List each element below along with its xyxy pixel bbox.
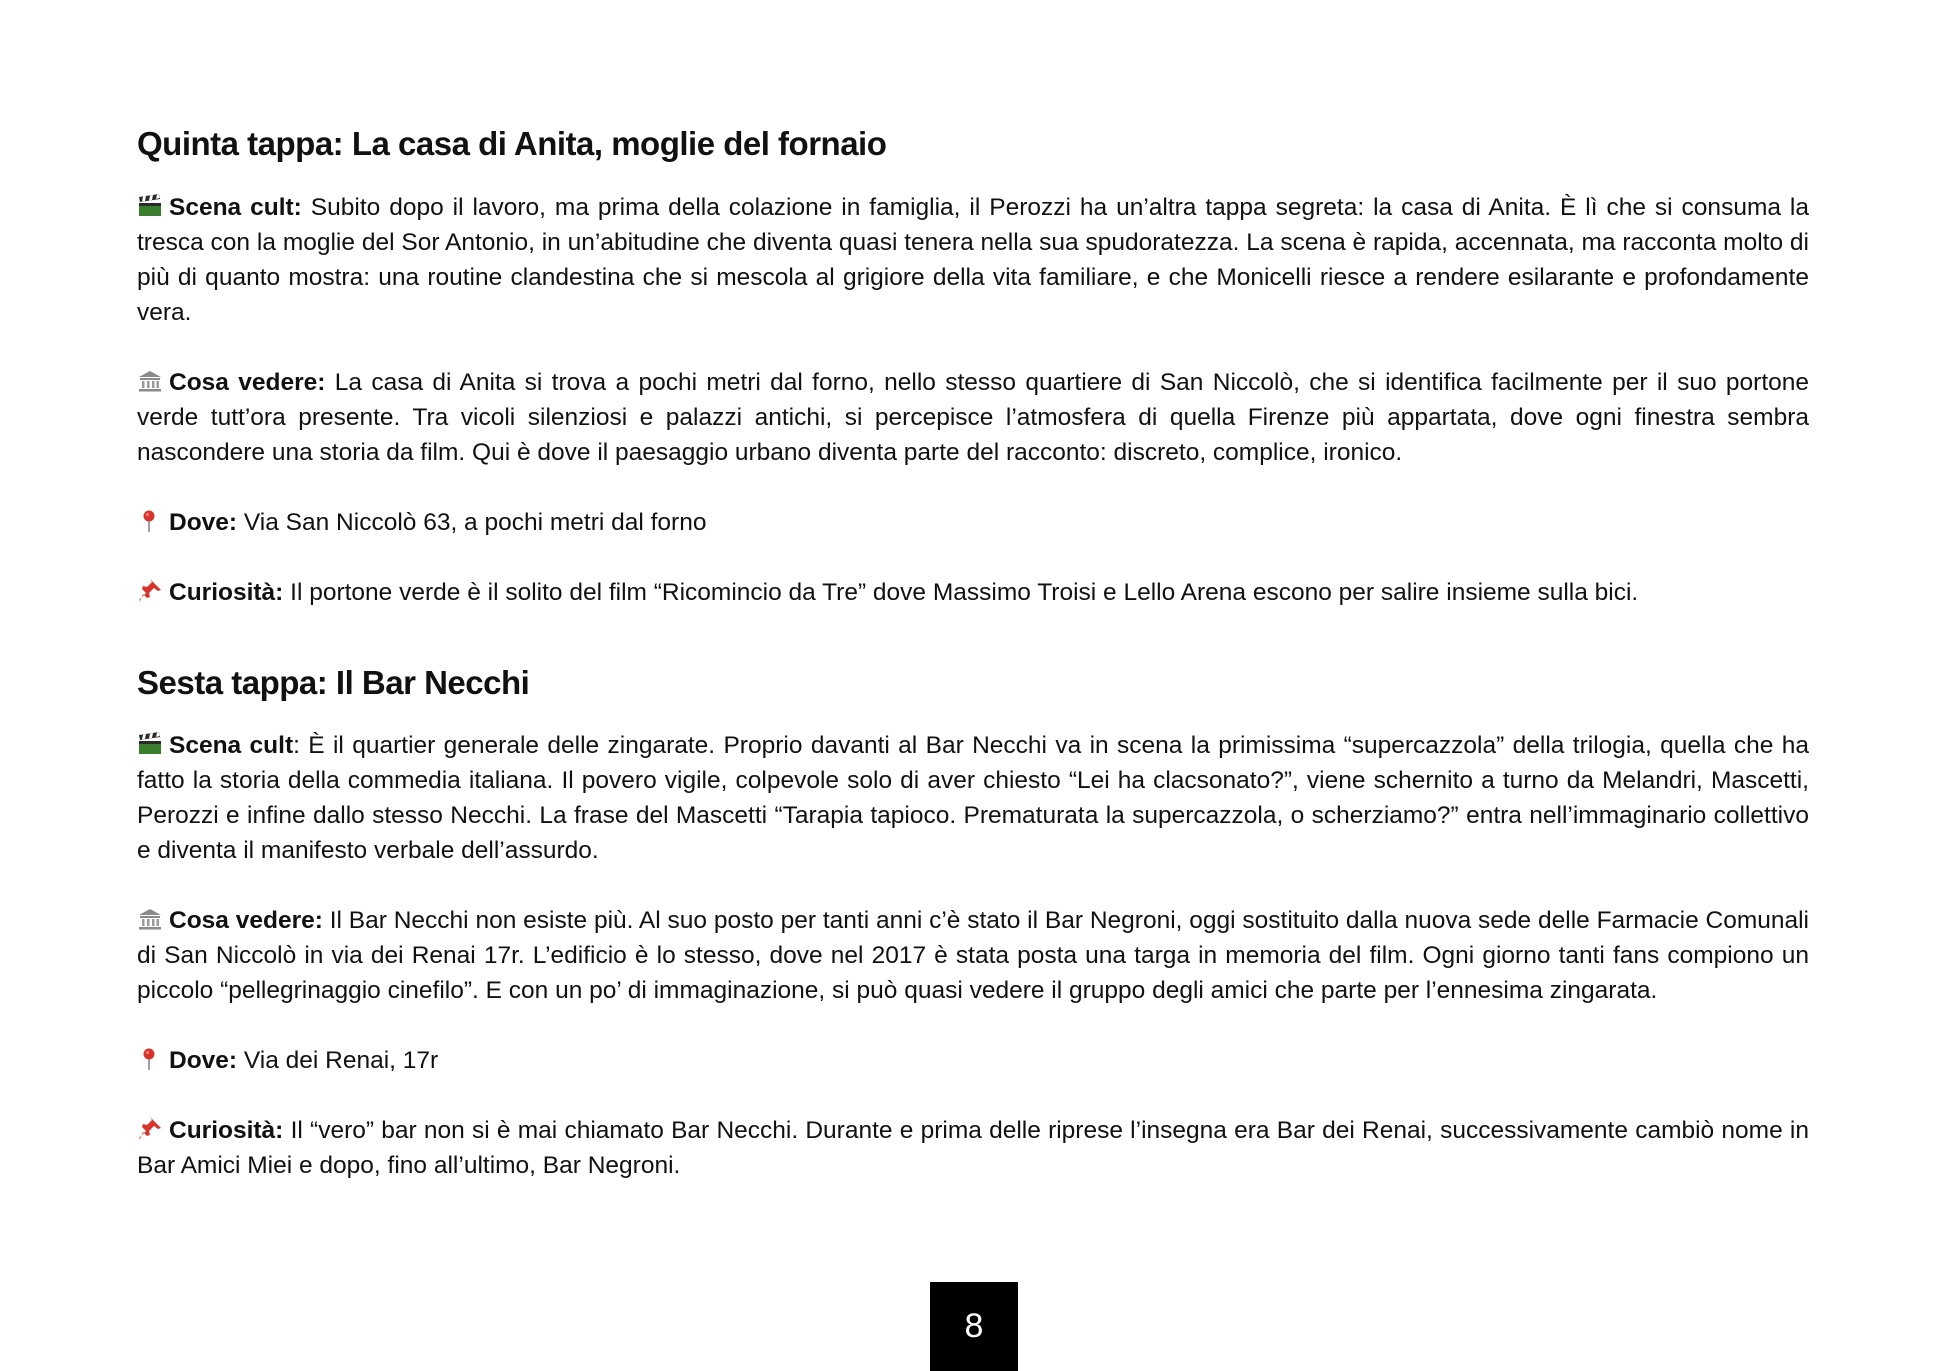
- cosa-vedere-paragraph: [137, 365, 1809, 470]
- classical-building-icon: [137, 369, 163, 393]
- round-pushpin-icon: [137, 509, 163, 533]
- scena-cult-label: Scena cult:: [169, 193, 302, 221]
- section-sesta-tappa: [137, 663, 1809, 1184]
- clapper-board-icon: [137, 732, 163, 756]
- pushpin-icon: [137, 1117, 163, 1141]
- curiosita-label: Curiosità:: [169, 578, 284, 606]
- dove-label: Dove:: [169, 508, 238, 536]
- curiosita-paragraph: [137, 575, 1809, 610]
- section-quinta-tappa: [137, 124, 1809, 610]
- scena-cult-text: Subito dopo il lavoro, ma prima della colazione in famiglia, il Perozzi ha un’altra tappa segreta: la casa di Anita. È lì che si consuma la tresca con la moglie del Sor Antonio, in un’abitudine che diventa quasi tenera nella sua spudoratezza. La scena è rapida, accennata, ma racconta molto di più di quanto mostra: una routine clandestina che si mescola al grigiore della vita familiare, e che Monicelli riesce a rendere esilarante e profondamente vera.: [137, 193, 1809, 326]
- round-pushpin-icon: [137, 1047, 163, 1071]
- cosa-vedere-paragraph: [137, 903, 1809, 1008]
- scena-cult-paragraph: [137, 728, 1809, 868]
- dove-text: Via San Niccolò 63, a pochi metri dal forno: [237, 508, 707, 536]
- scena-cult-text: : È il quartier generale delle zingarate. Proprio davanti al Bar Necchi va in scena la primissima “supercazzola” della trilogia, quella che ha fatto la storia della commedia italiana. Il povero vigile, colpevole solo di aver chiesto “Lei ha clacsonato?”, viene schernito a turno da Melandri, Mascetti, Perozzi e infine dallo stesso Necchi. La frase del Mascetti “Tarapia tapioco. Prematurata la supercazzola, o scherziamo?” entra nell’immaginario collettivo e diventa il manifesto verbale dell’assurdo.: [137, 732, 1809, 865]
- curiosita-text: Il “vero” bar non si è mai chiamato Bar Necchi. Durante e prima delle riprese l’insegna era Bar dei Renai, successivamente cambiò nome in Bar Amici Miei e dopo, fino all’ultimo, Bar Negroni.: [137, 1117, 1809, 1180]
- dove-paragraph: [137, 1043, 1809, 1078]
- curiosita-text: Il portone verde è il solito del film “Ricomincio da Tre” dove Massimo Troisi e Lello Arena escono per salire insieme sulla bici.: [283, 578, 1639, 606]
- dove-paragraph: [137, 505, 1809, 540]
- curiosita-paragraph: [137, 1113, 1809, 1183]
- cosa-vedere-label: Cosa vedere:: [169, 907, 323, 935]
- clapper-board-icon: [137, 194, 163, 218]
- dove-label: Dove:: [169, 1047, 238, 1075]
- page-content: [137, 124, 1809, 1218]
- classical-building-icon: [137, 907, 163, 931]
- page-number: 8: [930, 1282, 1018, 1371]
- scena-cult-label: Scena cult: [169, 732, 294, 760]
- cosa-vedere-label: Cosa vedere:: [169, 368, 326, 396]
- scena-cult-paragraph: [137, 190, 1809, 330]
- dove-text: Via dei Renai, 17r: [237, 1047, 439, 1075]
- section-title: Sesta tappa: Il Bar Necchi: [137, 663, 530, 701]
- cosa-vedere-text: La casa di Anita si trova a pochi metri dal forno, nello stesso quartiere di San Niccolò, che si identifica facilmente per il suo portone verde tutt’ora presente. Tra vicoli silenziosi e palazzi antichi, si percepisce l’atmosfera di quella Firenze più appartata, dove ogni finestra sembra nascondere una storia da film. Qui è dove il paesaggio urbano diventa parte del racconto: discreto, complice, ironico.: [137, 368, 1810, 466]
- pushpin-icon: [137, 579, 163, 603]
- section-title: Quinta tappa: La casa di Anita, moglie del fornaio: [137, 125, 887, 162]
- curiosita-label: Curiosità:: [169, 1117, 284, 1145]
- cosa-vedere-text: Il Bar Necchi non esiste più. Al suo posto per tanti anni c’è stato il Bar Negroni, oggi sostituito dalla nuova sede delle Farmacie Comunali di San Niccolò in via dei Renai 17r. L’edificio è lo stesso, dove nel 2017 è stata posta una targa in memoria del film. Ogni giorno tanti fans compiono un piccolo “pellegrinaggio cinefilo”. E con un po’ di immaginazione, si può quasi vedere il gruppo degli amici che parte per l’ennesima zingarata.: [137, 907, 1810, 1005]
